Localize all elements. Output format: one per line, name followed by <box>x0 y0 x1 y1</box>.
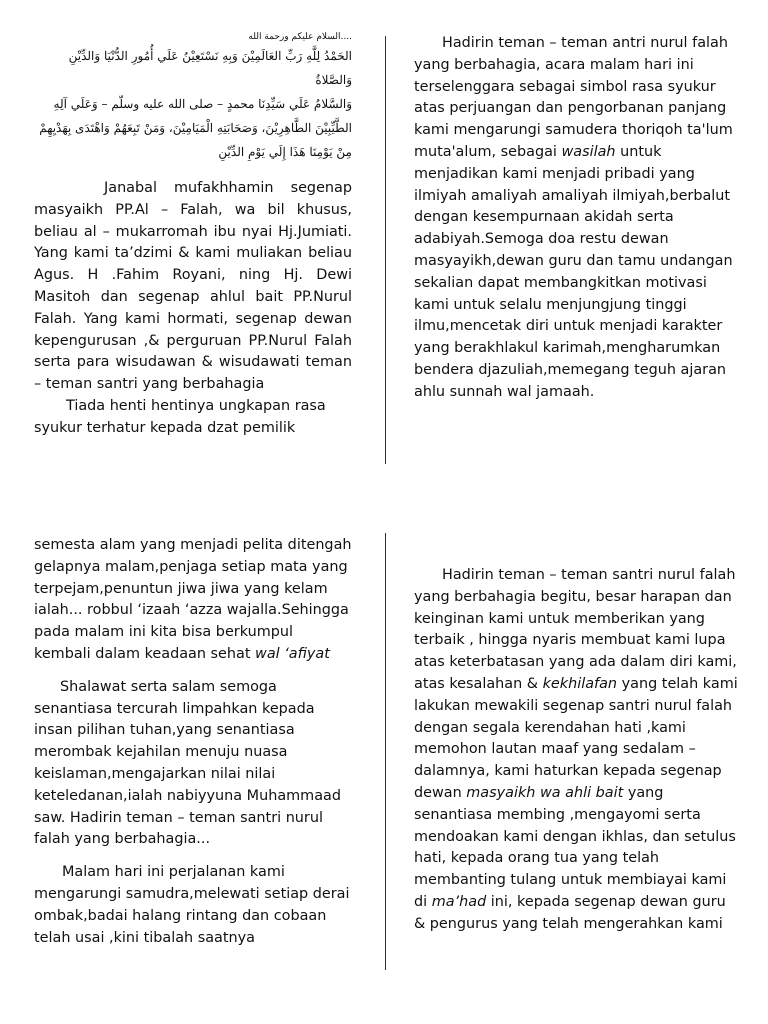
italic-term: ma’had <box>431 893 487 910</box>
opening-event-paragraph <box>414 33 739 404</box>
paragraph-text: Hadirin teman – teman santri nurul falah yang berbahagia begitu, besar harapan dan keinginan kami untuk memberikan yang terbaik , hingga nyaris membuat kami lupa atas keterbatasan yang ada dalam diri kami, atas kesalahan & <box>414 567 737 692</box>
page-bottom-right <box>414 565 739 936</box>
column-divider-top <box>385 36 386 464</box>
apology-paragraph <box>414 565 739 936</box>
page-top-right <box>414 33 739 404</box>
paragraph-text: Hadirin teman – teman antri nurul falah yang berbahagia, acara malam hari ini terselenggara sebagai simbol rasa syukur atas perjuangan dan pengorbanan panjang kami mengarungi samudera thoriqoh ta'lum muta'alum, sebagai <box>414 35 733 160</box>
paragraph-text: yang senantiasa membing ,mengayomi serta mendoakan kami dengan ikhlas, dan setulus hati, kepada orang tua yang telah membanting tulang untuk membiayai kami di <box>414 784 736 910</box>
italic-term: masyaikh wa ahli bait <box>466 784 624 801</box>
paragraph-text: yang telah kami lakukan mewakili segenap santri nurul falah dengan segala kerendahan hati ,kami memohon lautan maaf yang sedalam – dalamnya, kami haturkan kepada segenap dewan <box>414 675 738 801</box>
journey-paragraph: Malam hari ini perjalanan kami mengarungi samudra,melewati setiap derai ombak,badai halang rintang dan cobaan telah usai ,kini tibalah saatnya <box>34 864 350 946</box>
arabic-line-4: مِنْ يَوْمِنَا هَذَا إِلَي يَوْمِ الدِّيْنِ <box>218 145 352 159</box>
arabic-line-1: الحَمْدُ لِلَّهِ رَبِّ العَالَمِيْنَ وَبِهِ نَسْتَعِيْنُ عَلَي أُمُورِ الدُّنْيَا وَالدِّيْنِ وَالصَّلاةُ <box>68 49 352 87</box>
shalawat-paragraph: Shalawat serta salam semoga senantiasa tercurah limpahkan kepada insan pilihan tuhan,yang senantiasa merombak kejahilan menuju nuasa keislaman,mengajarkan nilai nilai keteledanan,ialah nabiyyuna Muhammaad saw. Hadirin teman – teman santri nurul falah yang berbahagia... <box>34 678 341 848</box>
gratitude-paragraph: Tiada henti hentinya ungkapan rasa syukur terhatur kepada dzat pemilik <box>34 397 326 436</box>
italic-term: kekhilafan <box>542 675 618 692</box>
paragraph-text: semesta alam yang menjadi pelita ditengah gelapnya malam,penjaga setiap mata yang terpejam,penuntun jiwa jiwa yang kelam ialah... robbul ‘izaah ‘azza wajalla.Sehingga pada malam ini kita bisa berkumpul kembali dalam keadaan sehat <box>34 537 352 662</box>
italic-term: wal ‘afiyat <box>255 645 330 662</box>
paragraph-text: untuk menjadikan kami menjadi pribadi yang ilmiyah amaliyah amaliyah ilmiyah,berbalut dengan kesempurnaan akidah serta adabiyah.Semoga doa restu dewan masyayikh,dewan guru dan tamu undangan sekalian dapat membangkitkan motivasi kami untuk selalu menjungjung tinggi ilmu,mencetak diri untuk menjadi karakter yang berakhlakul karimah,mengharumkan bendera djazuliah,memegang teguh ajaran ahlu sunnah wal jamaah. <box>414 143 733 400</box>
page-bottom-left <box>34 535 354 949</box>
paragraph-text: ini, kepada segenap dewan guru & pengurus yang telah mengerahkan kami <box>414 893 726 932</box>
page-top-left <box>34 30 352 440</box>
greeting-paragraph: Janabal mufakhhamin segenap masyaikh PP.Al – Falah, wa bil khusus, beliau al – mukarromah ibu nyai Hj.Jumiati. Yang kami ta’dzimi & kami muliakan beliau Agus. H .Fahim Royani, ning Hj. Dewi Masitoh dan segenap ahlul bait PP.Nurul Falah. Yang kami hormati, segenap dewan kepengurusan ,& perguruan PP.Nurul Falah serta para wisudawan & wisudawati teman – teman santri yang berbahagia <box>34 180 352 393</box>
arabic-opening <box>34 30 352 164</box>
arabic-line-2: وَالسَّلامُ عَلَي سَيِّدِنَا محمدٍ – صلى الله عليه وسلّم – وَعَلَي آلِهِ <box>53 97 352 111</box>
arabic-salam: ....السلام عليكم ورحمة الله <box>248 32 352 42</box>
continuation-paragraph <box>34 535 354 666</box>
column-divider-bottom <box>385 533 386 970</box>
arabic-line-3: الطَّيِّبِيْنَ الطَّاهِرِيْنَ، وَصَحَابَتِهِ الْمَيَامِيْنَ، وَمَنْ تَبِعَهُمْ وَاهْتَدَى بِهَدْيِهِمْ <box>39 121 352 135</box>
italic-term: wasilah <box>561 143 616 160</box>
